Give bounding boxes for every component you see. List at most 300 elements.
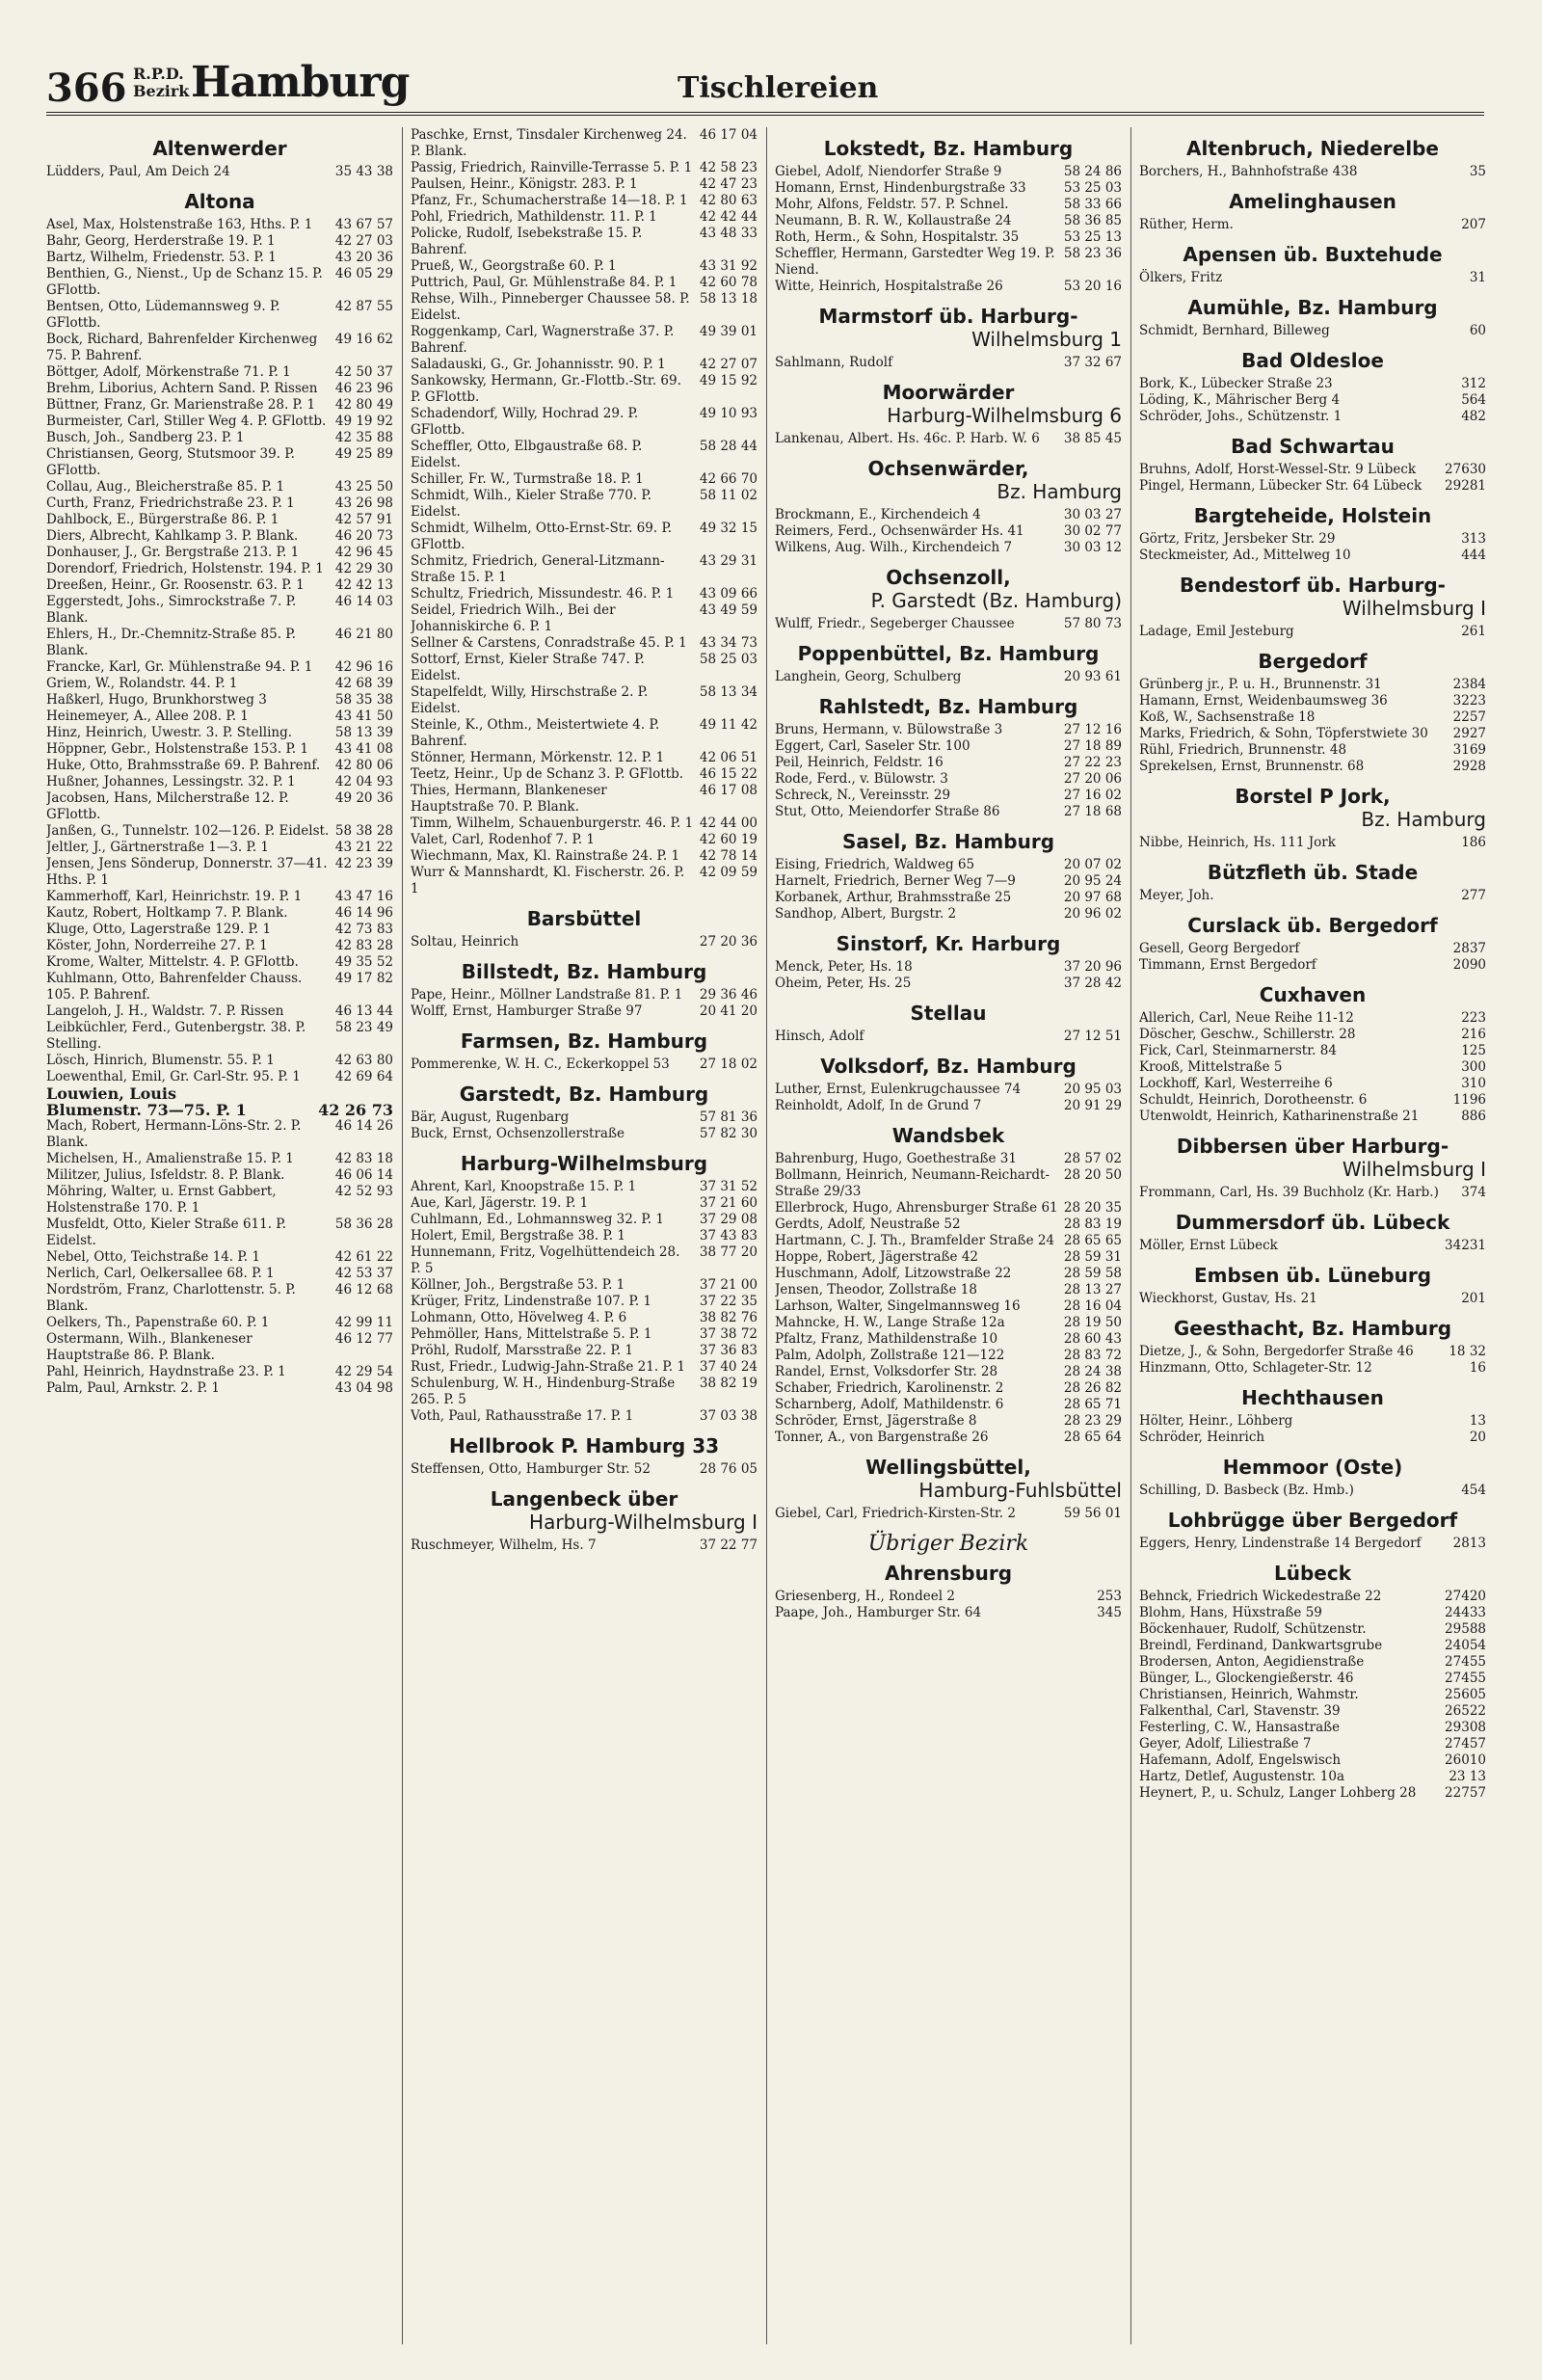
- locality-heading: [1139, 1562, 1486, 1585]
- listing-name: Sandhop, Albert, Burgstr. 2: [775, 906, 957, 922]
- listing-entry: [775, 669, 1122, 685]
- listing-entry: [411, 1277, 758, 1294]
- listing-phone: 28 59 31: [1063, 1249, 1122, 1265]
- listing-phone: 207: [1461, 217, 1486, 232]
- listing-name: Huke, Otto, Brahmsstraße 69. P. Bahrenf.: [46, 758, 321, 773]
- listing-phone: 43 04 98: [334, 1380, 393, 1396]
- listing-phone: 42 68 39: [334, 676, 393, 691]
- locality-heading: [775, 381, 1122, 427]
- locality-heading: [1139, 650, 1486, 673]
- listing-name: Hölter, Heinr., Löhberg: [1139, 1413, 1293, 1429]
- locality-heading: [1139, 1317, 1486, 1340]
- listing-phone: 42 26 73: [318, 1101, 393, 1119]
- listing-entry: [1139, 677, 1486, 693]
- listing-name: Valet, Carl, Rodenhof 7. P. 1: [411, 832, 596, 847]
- listing-phone: 2090: [1452, 957, 1486, 973]
- listing-phone: 2257: [1452, 709, 1486, 725]
- listing-entry: [1139, 1291, 1486, 1307]
- listing-phone: 482: [1461, 409, 1486, 424]
- listing-entry: [46, 1069, 393, 1085]
- listing-name: Larhson, Walter, Singelmannsweg 16: [775, 1298, 1021, 1314]
- listing-phone: 58 38 28: [334, 823, 393, 839]
- listing-name: Grünberg jr., P. u. H., Brunnenstr. 31: [1139, 677, 1382, 692]
- listing-entry: [1139, 941, 1486, 957]
- listing-phone: 42 60 19: [699, 832, 758, 847]
- listing-entry: [46, 1167, 393, 1184]
- locality-heading-title: Hemmoor (Oste): [1222, 1456, 1403, 1479]
- listing-entry: [46, 577, 393, 594]
- locality-heading: [775, 1002, 1122, 1025]
- listing-entry: [1139, 835, 1486, 851]
- listing-entry: [1139, 1752, 1486, 1769]
- listing-phone: 57 82 30: [699, 1126, 758, 1141]
- listing-phone: 27455: [1445, 1654, 1486, 1670]
- listing-phone: 42 27 03: [334, 233, 393, 249]
- listing-name: Höppner, Gebr., Holstenstraße 153. P. 1: [46, 741, 308, 757]
- locality-heading: [1139, 190, 1486, 213]
- listing-phone: 43 29 31: [699, 553, 758, 569]
- locality-heading-title: Barsbüttel: [526, 907, 642, 930]
- column-2: [411, 127, 758, 2344]
- listing-entry: [46, 840, 393, 856]
- listing-name: Haßkerl, Hugo, Brunkhorstweg 3: [46, 692, 267, 708]
- listing-entry: [46, 1118, 393, 1151]
- listing-name: Bruhns, Adolf, Horst-Wessel-Str. 9 Lübeck: [1139, 462, 1417, 477]
- listing-phone: 37 21 00: [699, 1277, 758, 1293]
- locality-heading-title: Altona: [184, 190, 255, 213]
- listing-entry: [775, 1233, 1122, 1249]
- listing-phone: 46 14 26: [334, 1118, 393, 1134]
- listing-name: Jensen, Theodor, Zollstraße 18: [775, 1282, 977, 1297]
- listing-phone: 49 17 82: [334, 971, 393, 986]
- locality-heading-title: Sasel, Bz. Hamburg: [841, 830, 1055, 853]
- listing-name: Collau, Aug., Bleicherstraße 85. P. 1: [46, 479, 285, 495]
- listing-name: Pfaltz, Franz, Mathildenstraße 10: [775, 1331, 998, 1347]
- listing-phone: 49 20 36: [334, 790, 393, 806]
- locality-heading: [1139, 504, 1486, 527]
- locality-heading-title: Altenwerder: [152, 137, 287, 160]
- locality-heading-title: Bad Oldesloe: [1241, 349, 1384, 372]
- listing-entry: [775, 1200, 1122, 1217]
- listing-phone: 49 15 92: [699, 373, 758, 388]
- listing-phone: 20 95 24: [1063, 873, 1122, 889]
- listing-entry: [46, 364, 393, 381]
- listing-entry: [775, 857, 1122, 873]
- listing-name: Dorendorf, Friedrich, Holstenstr. 194. P. 1: [46, 561, 324, 576]
- locality-heading-title: Farmsen, Bz. Hamburg: [460, 1030, 708, 1053]
- locality-heading: [411, 960, 758, 983]
- listing-entry: [775, 1167, 1122, 1200]
- listing-name: Giebel, Adolf, Niendorfer Straße 9: [775, 164, 1002, 179]
- listing-phone: 28 19 50: [1063, 1315, 1122, 1330]
- listing-phone: 42 42 44: [699, 209, 758, 225]
- listing-name: Falkenthal, Carl, Stavenstr. 39: [1139, 1703, 1341, 1719]
- listing-name: Rode, Ferd., v. Bülowstr. 3: [775, 771, 948, 787]
- listing-entry: [1139, 1720, 1486, 1736]
- listing-entry: [46, 1003, 393, 1020]
- listing-entry: [775, 1430, 1122, 1446]
- listing-name: Wulff, Friedr., Segeberger Chaussee: [775, 616, 1015, 631]
- listing-entry: [411, 1110, 758, 1126]
- listing-name: Ahrent, Karl, Knoopstraße 15. P. 1: [411, 1179, 637, 1194]
- listing-name: Krome, Walter, Mittelstr. 4. P. GFlottb.: [46, 954, 299, 970]
- locality-heading-subtitle: Wilhelmsburg I: [1342, 1158, 1486, 1181]
- listing-entry: [775, 804, 1122, 820]
- listing-entry: [46, 1184, 393, 1217]
- listing-name: Hartmann, C. J. Th., Bramfelder Straße 24: [775, 1233, 1055, 1248]
- listing-name: Schreck, N., Vereinsstr. 29: [775, 788, 951, 803]
- listing-phone: 43 67 57: [334, 217, 393, 232]
- locality-heading-title: Garstedt, Bz. Hamburg: [459, 1083, 709, 1106]
- locality-heading-title: Billstedt, Bz. Hamburg: [461, 960, 707, 983]
- listing-entry: [775, 1266, 1122, 1282]
- listing-name: Timmann, Ernst Bergedorf: [1139, 957, 1316, 973]
- listing-entry: [411, 1126, 758, 1142]
- listing-phone: 46 23 96: [334, 381, 393, 396]
- listing-phone: 310: [1461, 1076, 1486, 1091]
- locality-heading-title: Altenbruch, Niederelbe: [1186, 137, 1439, 160]
- listing-name: Ostermann, Wilh., Blankeneser Hauptstraße 86. P. Blank.: [46, 1331, 253, 1363]
- listing-name: Musfeldt, Otto, Kieler Straße 611. P. Eidelst.: [46, 1217, 286, 1248]
- listing-entry: [411, 717, 758, 750]
- listing-phone: 20 95 03: [1063, 1082, 1122, 1097]
- listing-name: Voth, Paul, Rathausstraße 17. P. 1: [411, 1408, 634, 1424]
- listing-entry: [411, 750, 758, 766]
- listing-phone: 20 96 02: [1063, 906, 1122, 922]
- listing-entry: [1139, 1638, 1486, 1654]
- listing-entry: [46, 709, 393, 725]
- listing-name: Köllner, Joh., Bergstraße 53. P. 1: [411, 1277, 625, 1293]
- listing-name: Schultz, Friedrich, Missundestr. 46. P. 1: [411, 586, 675, 602]
- listing-phone: 31: [1469, 270, 1486, 285]
- listing-name: Nerlich, Carl, Oelkersallee 68. P. 1: [46, 1266, 275, 1281]
- locality-heading: [775, 1562, 1122, 1585]
- listing-entry: [411, 1461, 758, 1478]
- locality-heading: [1139, 243, 1486, 266]
- listing-entry: [411, 1179, 758, 1195]
- listing-entry: [1139, 759, 1486, 775]
- listing-name: Möhring, Walter, u. Ernst Gabbert, Holstenstraße 170. P. 1: [46, 1184, 277, 1216]
- listing-name: Nebel, Otto, Teichstraße 14. P. 1: [46, 1249, 260, 1265]
- locality-heading-title: Bad Schwartau: [1231, 435, 1395, 458]
- listing-phone: 49 19 92: [334, 414, 393, 429]
- listing-name: Janßen, G., Tunnelstr. 102—126. P. Eidelst.: [46, 823, 330, 839]
- listing-phone: 27420: [1445, 1589, 1486, 1604]
- listing-entry: [775, 738, 1122, 755]
- listing-entry: [46, 659, 393, 676]
- listing-name: Hoppe, Robert, Jägerstraße 42: [775, 1249, 979, 1265]
- listing-name: Dreeßen, Heinr., Gr. Roosenstr. 63. P. 1: [46, 577, 305, 593]
- locality-heading-title: Amelinghausen: [1229, 190, 1396, 213]
- locality-heading: [1139, 137, 1486, 160]
- listing-name: Paulsen, Heinr., Königstr. 283. P. 1: [411, 176, 638, 192]
- listing-entry: [775, 1315, 1122, 1331]
- listing-phone: 30 03 12: [1063, 540, 1122, 555]
- listing-phone: 42 96 16: [334, 659, 393, 675]
- listing-name: Leibküchler, Ferd., Gutenbergstr. 38. P. Stelling.: [46, 1020, 306, 1052]
- listing-phone: 42 53 37: [334, 1266, 393, 1281]
- listing-name: Brockmann, E., Kirchendeich 4: [775, 507, 981, 522]
- listing-name: Brodersen, Anton, Aegidienstraße: [1139, 1654, 1365, 1670]
- listing-entry: [775, 906, 1122, 923]
- listing-entry: [46, 1364, 393, 1380]
- locality-heading: [775, 1124, 1122, 1147]
- listing-entry: [775, 976, 1122, 992]
- listing-entry: [775, 246, 1122, 279]
- listing-name: Hartz, Detlef, Augustenstr. 10a: [1139, 1769, 1344, 1784]
- listing-phone: 28 13 27: [1063, 1282, 1122, 1297]
- listing-phone: 49 10 93: [699, 406, 758, 421]
- listing-entry: [411, 1376, 758, 1408]
- listing-phone: 42 66 70: [699, 471, 758, 487]
- listing-name: Bollmann, Heinrich, Neumann-Reichardt-Straße 29/33: [775, 1167, 1050, 1199]
- listing-phone: 261: [1461, 624, 1486, 639]
- listing-phone: 53 25 13: [1063, 229, 1122, 245]
- listing-name: Stut, Otto, Meiendorfer Straße 86: [775, 804, 1000, 819]
- listing-name: Donhauser, J., Gr. Bergstraße 213. P. 1: [46, 545, 300, 560]
- listing-phone: 42 78 14: [699, 848, 758, 864]
- listing-entry: [1139, 742, 1486, 759]
- listing-phone: 42 96 45: [334, 545, 393, 560]
- listing-name: Ladage, Emil Jesteburg: [1139, 624, 1294, 639]
- listing-entry: [411, 1326, 758, 1343]
- listing-entry: [46, 1380, 393, 1397]
- locality-heading: [1139, 1509, 1486, 1532]
- listing-name: Schröder, Johs., Schützenstr. 1: [1139, 409, 1343, 424]
- listing-name: Nordström, Franz, Charlottenstr. 5. P. Blank.: [46, 1282, 296, 1314]
- locality-heading: [775, 642, 1122, 665]
- listing-entry: [46, 922, 393, 938]
- listing-entry: [411, 406, 758, 439]
- listing-name: Menck, Peter, Hs. 18: [775, 959, 913, 975]
- listing-name: Kuhlmann, Otto, Bahrenfelder Chauss. 105. P. Bahrenf.: [46, 971, 303, 1003]
- listing-entry: [46, 299, 393, 332]
- listing-phone: 37 43 83: [699, 1228, 758, 1243]
- district-label: [133, 66, 189, 100]
- listing-phone: 42 69 64: [334, 1069, 393, 1084]
- listing-phone: 46 05 29: [334, 266, 393, 281]
- locality-heading-subtitle: Bz. Hamburg: [1361, 808, 1486, 831]
- locality-heading: [1139, 1211, 1486, 1234]
- listing-name: Löding, K., Mährischer Berg 4: [1139, 392, 1341, 408]
- listing-phone: 42 61 22: [334, 1249, 393, 1265]
- listing-name: Lankenau, Albert. Hs. 46c. P. Harb. W. 6: [775, 431, 1040, 446]
- listing-phone: 49 39 01: [699, 324, 758, 339]
- listing-name: Timm, Wilhelm, Schauenburgerstr. 46. P. 1: [411, 816, 694, 831]
- listing-entry: [46, 1331, 393, 1364]
- listing-entry: [411, 439, 758, 471]
- listing-entry: [46, 790, 393, 823]
- listing-entry: [775, 197, 1122, 213]
- locality-heading-title: Wellingsbüttel,: [865, 1456, 1031, 1479]
- listing-name: Ruschmeyer, Wilhelm, Hs. 7: [411, 1538, 597, 1553]
- listing-phone: 27 12 51: [1063, 1029, 1122, 1044]
- listing-entry: [411, 258, 758, 275]
- listing-entry: [411, 848, 758, 865]
- listing-phone: 28 20 35: [1063, 1200, 1122, 1216]
- listing-entry: [46, 1102, 393, 1118]
- listing-phone: 53 25 03: [1063, 180, 1122, 196]
- listing-name: Dahlbock, E., Bürgerstraße 86. P. 1: [46, 512, 279, 527]
- listing-name: Pehmöller, Hans, Mittelstraße 5. P. 1: [411, 1326, 652, 1342]
- listing-entry: [46, 512, 393, 528]
- listing-name: Kautz, Robert, Holtkamp 7. P. Blank.: [46, 905, 288, 921]
- listing-name: Pfanz, Fr., Schumacherstraße 14—18. P. 1: [411, 193, 688, 208]
- listing-phone: 42 57 91: [334, 512, 393, 527]
- listing-entry: [411, 193, 758, 209]
- listing-phone: 37 31 52: [699, 1179, 758, 1194]
- listing-phone: 28 76 05: [699, 1461, 758, 1477]
- listing-phone: 46 12 77: [334, 1331, 393, 1347]
- listing-phone: 27455: [1445, 1671, 1486, 1686]
- listing-entry: [411, 553, 758, 586]
- listing-phone: 24054: [1445, 1638, 1486, 1653]
- listing-phone: 37 32 67: [1063, 355, 1122, 370]
- locality-heading-title: Dummersdorf üb. Lübeck: [1175, 1211, 1450, 1234]
- listing-entry: [46, 332, 393, 364]
- listing-name: Michelsen, H., Amalienstraße 15. P. 1: [46, 1151, 294, 1166]
- listing-name: Bentsen, Otto, Lüdemannsweg 9. P. GFlottb.: [46, 299, 280, 331]
- column-3: [775, 127, 1122, 2344]
- locality-heading-subtitle: Bz. Hamburg: [997, 480, 1122, 503]
- listing-name: Bünger, L., Glockengießerstr. 46: [1139, 1671, 1354, 1686]
- listing-phone: 37 20 96: [1063, 959, 1122, 975]
- listing-phone: 42 52 93: [334, 1184, 393, 1199]
- locality-heading-title: Wandsbek: [891, 1124, 1005, 1147]
- listing-entry: [411, 783, 758, 816]
- listing-phone: 2928: [1452, 759, 1486, 774]
- listing-name: Eggert, Carl, Saseler Str. 100: [775, 738, 970, 754]
- listing-name: Marks, Friedrich, & Sohn, Töpferstwiete 30: [1139, 726, 1428, 741]
- listing-name: Steffensen, Otto, Hamburger Str. 52: [411, 1461, 651, 1477]
- listing-phone: 216: [1461, 1027, 1486, 1042]
- listing-phone: 49 35 52: [334, 954, 393, 970]
- locality-heading-subtitle: Harburg-Wilhelmsburg 6: [887, 404, 1122, 427]
- listing-name: Scharnberg, Adolf, Mathildenstr. 6: [775, 1397, 1004, 1412]
- listing-phone: 43 47 16: [334, 889, 393, 904]
- locality-heading: [1139, 574, 1486, 620]
- locality-heading: [411, 907, 758, 930]
- listing-entry: [46, 627, 393, 659]
- listing-entry: [775, 1282, 1122, 1298]
- locality-heading-title: Aumühle, Bz. Hamburg: [1187, 296, 1438, 319]
- listing-phone: 29 36 46: [699, 987, 758, 1003]
- listing-phone: 20 07 02: [1063, 857, 1122, 872]
- locality-heading-title: Apensen üb. Buxtehude: [1183, 243, 1443, 266]
- listing-phone: 42 58 23: [699, 160, 758, 175]
- listing-entry: [46, 1266, 393, 1282]
- listing-name: Bahrenburg, Hugo, Goethestraße 31: [775, 1151, 1017, 1166]
- listing-phone: 43 41 50: [334, 709, 393, 724]
- locality-heading-title: Lokstedt, Bz. Hamburg: [823, 137, 1074, 160]
- listing-name: Korbanek, Arthur, Brahmsstraße 25: [775, 890, 1012, 905]
- listing-entry: [1139, 1238, 1486, 1254]
- listing-name: Christiansen, Georg, Stutsmoor 39. P. GFlottb.: [46, 446, 295, 478]
- listing-phone: 59 56 01: [1063, 1506, 1122, 1521]
- listing-phone: 42 29 30: [334, 561, 393, 576]
- listing-entry: [1139, 1027, 1486, 1043]
- listing-entry: [1139, 1043, 1486, 1059]
- listing-name: Böckenhauer, Rudolf, Schützenstr.: [1139, 1621, 1367, 1637]
- listing-name: Schmidt, Wilh., Kieler Straße 770. P. Eidelst.: [411, 488, 652, 520]
- listing-name: Reinholdt, Adolf, In de Grund 7: [775, 1098, 982, 1113]
- listing-entry: [1139, 1360, 1486, 1377]
- listing-entry: [1139, 1654, 1486, 1671]
- listing-entry: [46, 250, 393, 266]
- listing-phone: 24433: [1445, 1605, 1486, 1620]
- listing-name: Seidel, Friedrich Wilh., Bei der Johanniskirche 6. P. 1: [411, 602, 616, 634]
- listing-phone: 2384: [1452, 677, 1486, 692]
- listing-phone: 277: [1461, 888, 1486, 903]
- listing-name: Wurr & Mannshardt, Kl. Fischerstr. 26. P. 1: [411, 865, 685, 896]
- listing-entry: [46, 479, 393, 495]
- listing-phone: 13: [1469, 1413, 1486, 1429]
- listing-phone: 20 91 29: [1063, 1098, 1122, 1113]
- listing-phone: 201: [1461, 1291, 1486, 1306]
- listing-phone: 16: [1469, 1360, 1486, 1376]
- listing-name: Koß, W., Sachsenstraße 18: [1139, 709, 1316, 725]
- listing-phone: 46 20 73: [334, 528, 393, 544]
- locality-heading-title: Ochsenwärder,: [867, 457, 1029, 480]
- listing-name: Krooß, Mittelstraße 5: [1139, 1059, 1283, 1075]
- listing-phone: 42 60 78: [699, 275, 758, 290]
- listing-name: Sottorf, Ernst, Kieler Straße 747. P. Eidelst.: [411, 652, 645, 683]
- locality-heading: [411, 1152, 758, 1175]
- listing-phone: 49 32 15: [699, 521, 758, 536]
- listing-entry: [411, 1195, 758, 1212]
- listing-name: Roggenkamp, Carl, Wagnerstraße 37. P. Bahrenf.: [411, 324, 675, 356]
- locality-heading-title: Borstel P Jork,: [1235, 785, 1391, 808]
- listing-name: Louwien, Louis: [46, 1084, 176, 1103]
- listing-phone: 43 31 92: [699, 258, 758, 274]
- listing-phone: 57 80 73: [1063, 616, 1122, 631]
- locality-heading: [1139, 435, 1486, 458]
- locality-heading: [1139, 983, 1486, 1006]
- listing-phone: 20 93 61: [1063, 669, 1122, 684]
- listing-phone: 28 60 43: [1063, 1331, 1122, 1347]
- listing-phone: 223: [1461, 1010, 1486, 1026]
- listing-entry: [411, 934, 758, 950]
- listing-name: Möller, Ernst Lübeck: [1139, 1238, 1278, 1253]
- listing-entry: [411, 1056, 758, 1073]
- listing-name: Wilkens, Aug. Wilh., Kirchendeich 7: [775, 540, 1013, 555]
- listing-phone: 42 99 11: [334, 1315, 393, 1330]
- listing-entry: [1139, 1536, 1486, 1552]
- locality-heading: [1139, 1456, 1486, 1479]
- listing-entry: [46, 561, 393, 577]
- listing-entry: [46, 758, 393, 774]
- column-divider: [1130, 127, 1131, 2344]
- listing-name: Rüther, Herm.: [1139, 217, 1234, 232]
- listing-entry: [46, 823, 393, 840]
- listing-phone: 42 47 23: [699, 176, 758, 192]
- listing-entry: [46, 266, 393, 299]
- listing-phone: 43 25 50: [334, 479, 393, 495]
- locality-heading-title: Lohbrügge über Bergedorf: [1167, 1509, 1458, 1532]
- listing-phone: 312: [1461, 376, 1486, 391]
- listing-entry: [775, 355, 1122, 371]
- listing-name: Mahncke, H. W., Lange Straße 12a: [775, 1315, 1005, 1330]
- locality-heading-subtitle: Hamburg-Fuhlsbüttel: [918, 1479, 1122, 1502]
- listing-name: Pommerenke, W. H. C., Eckerkoppel 53: [411, 1056, 670, 1072]
- listing-entry: [46, 545, 393, 561]
- listing-phone: 49 11 42: [699, 717, 758, 733]
- listing-entry: [1139, 1589, 1486, 1605]
- listing-phone: 42 23 39: [334, 856, 393, 871]
- locality-heading-title: Bendestorf üb. Harburg-: [1180, 574, 1446, 597]
- listing-name: Bork, K., Lübecker Straße 23: [1139, 376, 1333, 391]
- listing-phone: 20: [1469, 1430, 1486, 1445]
